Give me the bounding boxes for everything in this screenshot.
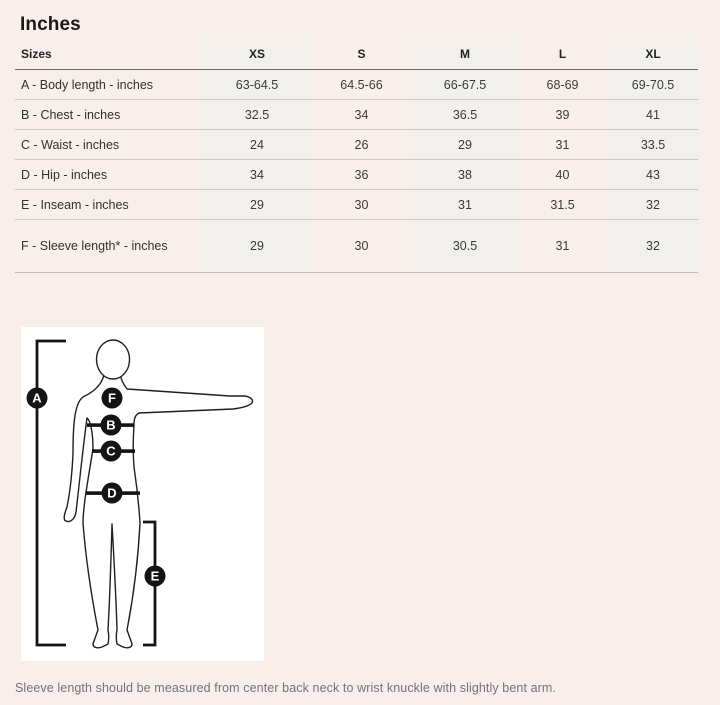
size-chart-table (15, 39, 698, 273)
cell-value: 43 (608, 160, 698, 190)
cell-value: 31 (517, 220, 608, 273)
table-row (15, 220, 698, 273)
column-header-l: L (558, 47, 567, 61)
cell-value: 40 (517, 160, 608, 190)
cell-value: 26 (310, 130, 413, 160)
marker-f-label: F (108, 390, 116, 406)
cell-value: 36.5 (413, 100, 517, 130)
cell-value: 69-70.5 (608, 70, 698, 100)
cell-value: 32.5 (204, 100, 310, 130)
cell-value: 34 (310, 100, 413, 130)
row-label-hip: D - Hip - inches (15, 160, 204, 190)
cell-value: 64.5-66 (310, 70, 413, 100)
cell-value: 29 (204, 220, 310, 273)
cell-value: 36 (310, 160, 413, 190)
cell-value: 33.5 (608, 130, 698, 160)
table-row (15, 190, 698, 220)
cell-value: 39 (517, 100, 608, 130)
cell-value: 30 (310, 190, 413, 220)
sleeve-length-note: Sleeve length should be measured from center back neck to wrist knuckle with slightly bent arm. (15, 681, 557, 695)
marker-a-label: A (32, 390, 42, 406)
cell-value: 41 (608, 100, 698, 130)
cell-value: 32 (608, 190, 698, 220)
body-silhouette (64, 369, 252, 648)
column-header-s: S (357, 47, 366, 61)
marker-e-label: E (150, 568, 160, 584)
cell-value: 31.5 (517, 190, 608, 220)
marker-b-label: B (106, 417, 116, 433)
cell-value: 29 (204, 190, 310, 220)
body-length-bracket (37, 341, 66, 645)
column-header-xl: XL (608, 39, 698, 70)
marker-c-label: C (106, 443, 116, 459)
cell-value: 24 (204, 130, 310, 160)
cell-value: 29 (413, 130, 517, 160)
cell-value: 68-69 (517, 70, 608, 100)
row-label-sleeve-length: F - Sleeve length* - inches (15, 220, 204, 273)
cell-value: 63-64.5 (204, 70, 310, 100)
row-label-inseam: E - Inseam - inches (15, 190, 204, 220)
row-label-chest: B - Chest - inches (15, 100, 204, 130)
column-header-m: M (413, 39, 517, 70)
head (97, 340, 130, 379)
cell-value: 30.5 (413, 220, 517, 273)
cell-value: 34 (204, 160, 310, 190)
body-measurement-figure-svg (21, 327, 264, 661)
table-row (15, 130, 698, 160)
table-row (15, 70, 698, 100)
cell-value: 30 (310, 220, 413, 273)
cell-value: 38 (413, 160, 517, 190)
cell-value: 31 (413, 190, 517, 220)
measurement-diagram (21, 327, 264, 661)
table-row (15, 100, 698, 130)
cell-value: 66-67.5 (413, 70, 517, 100)
row-label-waist: C - Waist - inches (15, 130, 204, 160)
column-header-sizes: Sizes (15, 39, 204, 70)
column-header-xs: XS (204, 39, 310, 70)
cell-value: 31 (517, 130, 608, 160)
table-row (15, 160, 698, 190)
table-header-row (15, 39, 698, 70)
cell-value: 32 (608, 220, 698, 273)
marker-d-label: D (107, 485, 117, 501)
row-label-body-length: A - Body length - inches (15, 70, 204, 100)
page-title: Inches (20, 14, 81, 35)
